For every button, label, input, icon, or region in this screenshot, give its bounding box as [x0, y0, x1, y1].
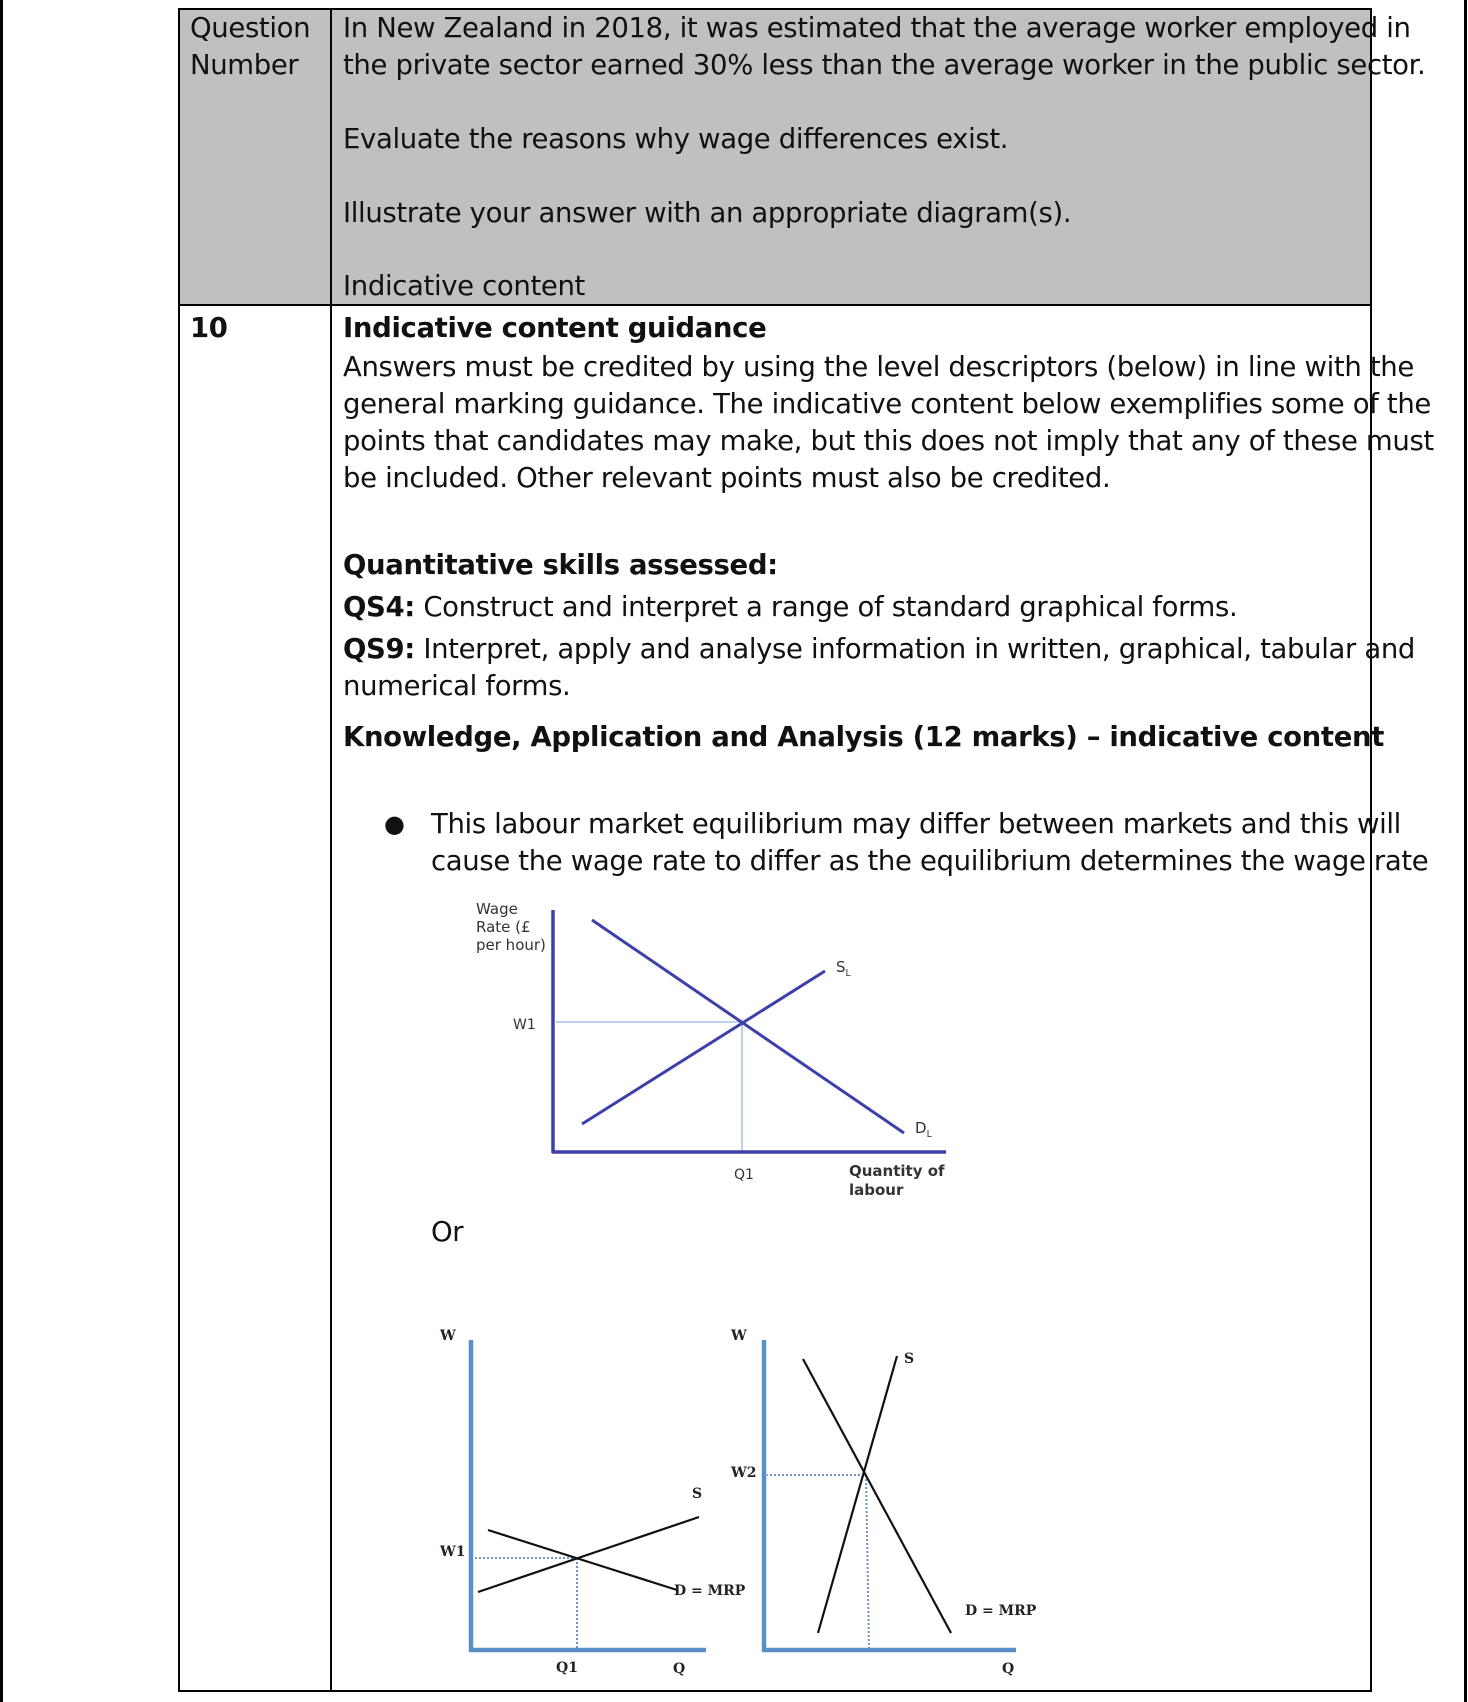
demand-curve	[488, 1530, 677, 1590]
supply-curve	[478, 1517, 699, 1592]
question-instruction-indicative: Indicative content	[343, 270, 585, 302]
question-number-header-line-2: Number	[190, 49, 299, 81]
qs9-text: Interpret, apply and analyse information in written, graphical, tabular and	[414, 633, 1416, 665]
qs9-line-2: numerical forms.	[343, 670, 571, 702]
bullet-line-1: This labour market equilibrium may differ between markets and this will	[431, 808, 1401, 840]
demand-label: D = MRP	[965, 1603, 1037, 1619]
quantity-label-q1: Q1	[734, 1167, 754, 1183]
supply-label: S	[692, 1486, 703, 1502]
x-axis-label-line: Quantity of	[849, 1162, 945, 1180]
question-instruction-illustrate: Illustrate your answer with an appropriate diagram(s).	[343, 197, 1072, 229]
x-axis-label: Q	[1002, 1661, 1015, 1677]
bullet-icon: ●	[384, 810, 405, 838]
x-axis-label-line: labour	[849, 1181, 904, 1199]
demand-label: D = MRP	[674, 1583, 746, 1599]
wage-label-w1: W1	[440, 1544, 466, 1560]
question-stem-line-1: In New Zealand in 2018, it was estimated that the average worker employed in	[343, 12, 1411, 44]
qs9-label: QS9:	[343, 633, 415, 665]
y-axis-label-line: Rate (£	[476, 918, 531, 936]
supply-curve	[818, 1356, 897, 1633]
y-axis-label: W	[440, 1328, 456, 1344]
question-stem-line-2: the private sector earned 30% less than the average worker in the public sector.	[343, 49, 1426, 81]
question-instruction-evaluate: Evaluate the reasons why wage differences exist.	[343, 123, 1009, 155]
quantity-guide-line	[866, 1475, 869, 1648]
guidance-line-2: general marking guidance. The indicative content below exemplifies some of the	[343, 388, 1431, 420]
y-axis-label-line: per hour)	[476, 936, 546, 954]
guidance-line-1: Answers must be credited by using the level descriptors (below) in line with the	[343, 351, 1414, 383]
guidance-line-3: points that candidates may make, but this does not imply that any of these must	[343, 425, 1434, 457]
demand-curve	[803, 1359, 951, 1633]
wage-label-w1: W1	[513, 1017, 536, 1033]
y-axis-label-line: Wage	[476, 900, 518, 918]
kaa-title: Knowledge, Application and Analysis (12 marks) – indicative content	[343, 721, 1385, 753]
wage-label-w2: W2	[731, 1465, 757, 1481]
supply-label: S	[904, 1351, 915, 1367]
question-number: 10	[190, 312, 228, 344]
qs4-text: Construct and interpret a range of standard graphical forms.	[414, 591, 1238, 623]
supply-label: $S_L$	[836, 958, 851, 979]
guidance-line-4: be included. Other relevant points must also be credited.	[343, 462, 1111, 494]
or-label: Or	[431, 1216, 464, 1248]
qs4-label: QS4:	[343, 591, 415, 623]
question-number-header-line-1: Question	[190, 12, 311, 44]
x-axis-label: Q	[673, 1661, 686, 1677]
y-axis-label: W	[731, 1328, 747, 1344]
bullet-line-2: cause the wage rate to differ as the equilibrium determines the wage rate	[431, 845, 1429, 877]
demand-label: $D_L$	[915, 1119, 932, 1140]
quantity-label-q1: Q1	[556, 1660, 578, 1676]
quantitative-skills-title: Quantitative skills assessed:	[343, 549, 778, 581]
guidance-title: Indicative content guidance	[343, 312, 767, 344]
